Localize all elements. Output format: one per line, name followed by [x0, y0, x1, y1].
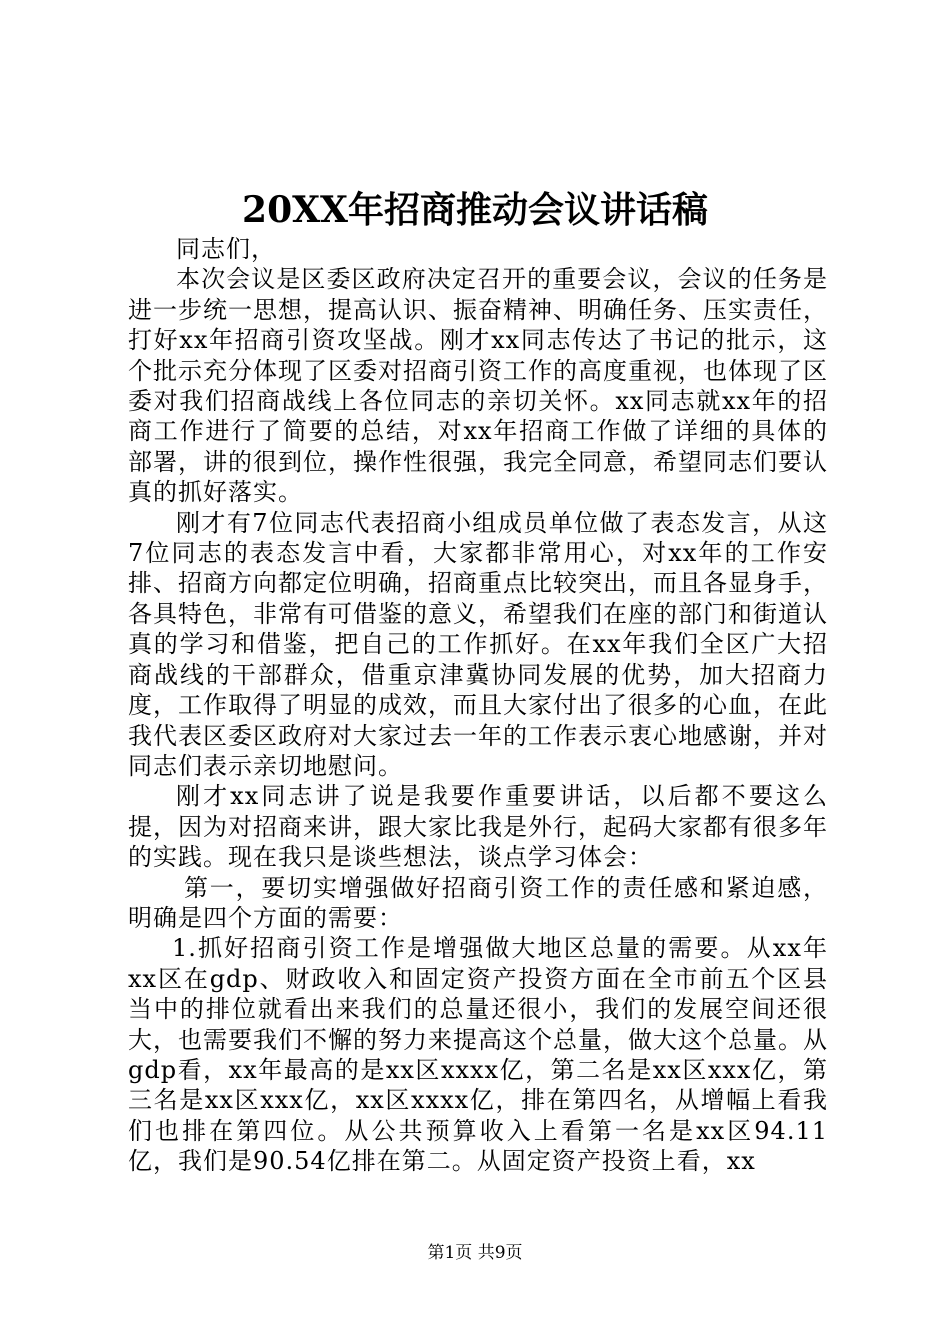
page-number-footer: 第1页 共9页: [427, 1243, 523, 1263]
opening-paragraph: 本次会议是区委区政府决定召开的重要会议，会议的任务是进一步统一思想，提高认识、振奋精神、明确任务、压实责任，打好xx年招商引资攻坚战。刚才xx同志传达了书记的批示，这个批示充分体现了区委对招商引资工作的高度重视，也体现了区委对我们招商战线上各位同志的亲切关怀。xx同志就xx年的招商工作进行了简要的总结，对xx年招商工作做了详细的具体的部署，讲的很到位，操作性很强，我完全同意，希望同志们要认真的抓好落实。: [128, 265, 828, 507]
section-heading-paragraph: 第一，要切实增强做好招商引资工作的责任感和紧迫感，明确是四个方面的需要：: [128, 873, 828, 932]
greeting-paragraph: 同志们，: [176, 235, 276, 263]
point-one-paragraph: 1.抓好招商引资工作是增强做大地区总量的需要。从xx年xx区在gdp、财政收入和固定资产投资方面在全市前五个区县当中的排位就看出来我们的总量还很小，我们的发展空间还很大，也需要我们不懈的努力来提高这个总量，做大这个总量。从gdp看，xx年最高的是xx区xxxx亿，第二名是xx区xxx亿，第三名是xx区xxx亿，xx区xxxx亿，排在第四名，从增幅上看我们也排在第四位。从公共预算收入上看第一名是xx区94.11亿，我们是90.54亿排在第二。从固定资产投资上看，xx: [128, 934, 828, 1176]
evaluation-paragraph: 刚才有7位同志代表招商小组成员单位做了表态发言，从这7位同志的表态发言中看，大家都非常用心，对xx年的工作安排、招商方向都定位明确，招商重点比较突出，而且各显身手，各具特色，非常有可借鉴的意义，希望我们在座的部门和街道认真的学习和借鉴，把自己的工作抓好。在xx年我们全区广大招商战线的干部群众，借重京津冀协同发展的优势，加大招商力度，工作取得了明显的成效，而且大家付出了很多的心血，在此我代表区委区政府对大家过去一年的工作表示衷心地感谢，并对同志们表示亲切地慰问。: [128, 508, 828, 780]
transition-paragraph: 刚才xx同志讲了说是我要作重要讲话，以后都不要这么提，因为对招商来讲，跟大家比我是外行，起码大家都有很多年的实践。现在我只是谈些想法，谈点学习体会：: [128, 782, 828, 872]
document-title: 20XX年招商推动会议讲话稿: [242, 189, 708, 231]
document-body: [128, 234, 828, 1177]
